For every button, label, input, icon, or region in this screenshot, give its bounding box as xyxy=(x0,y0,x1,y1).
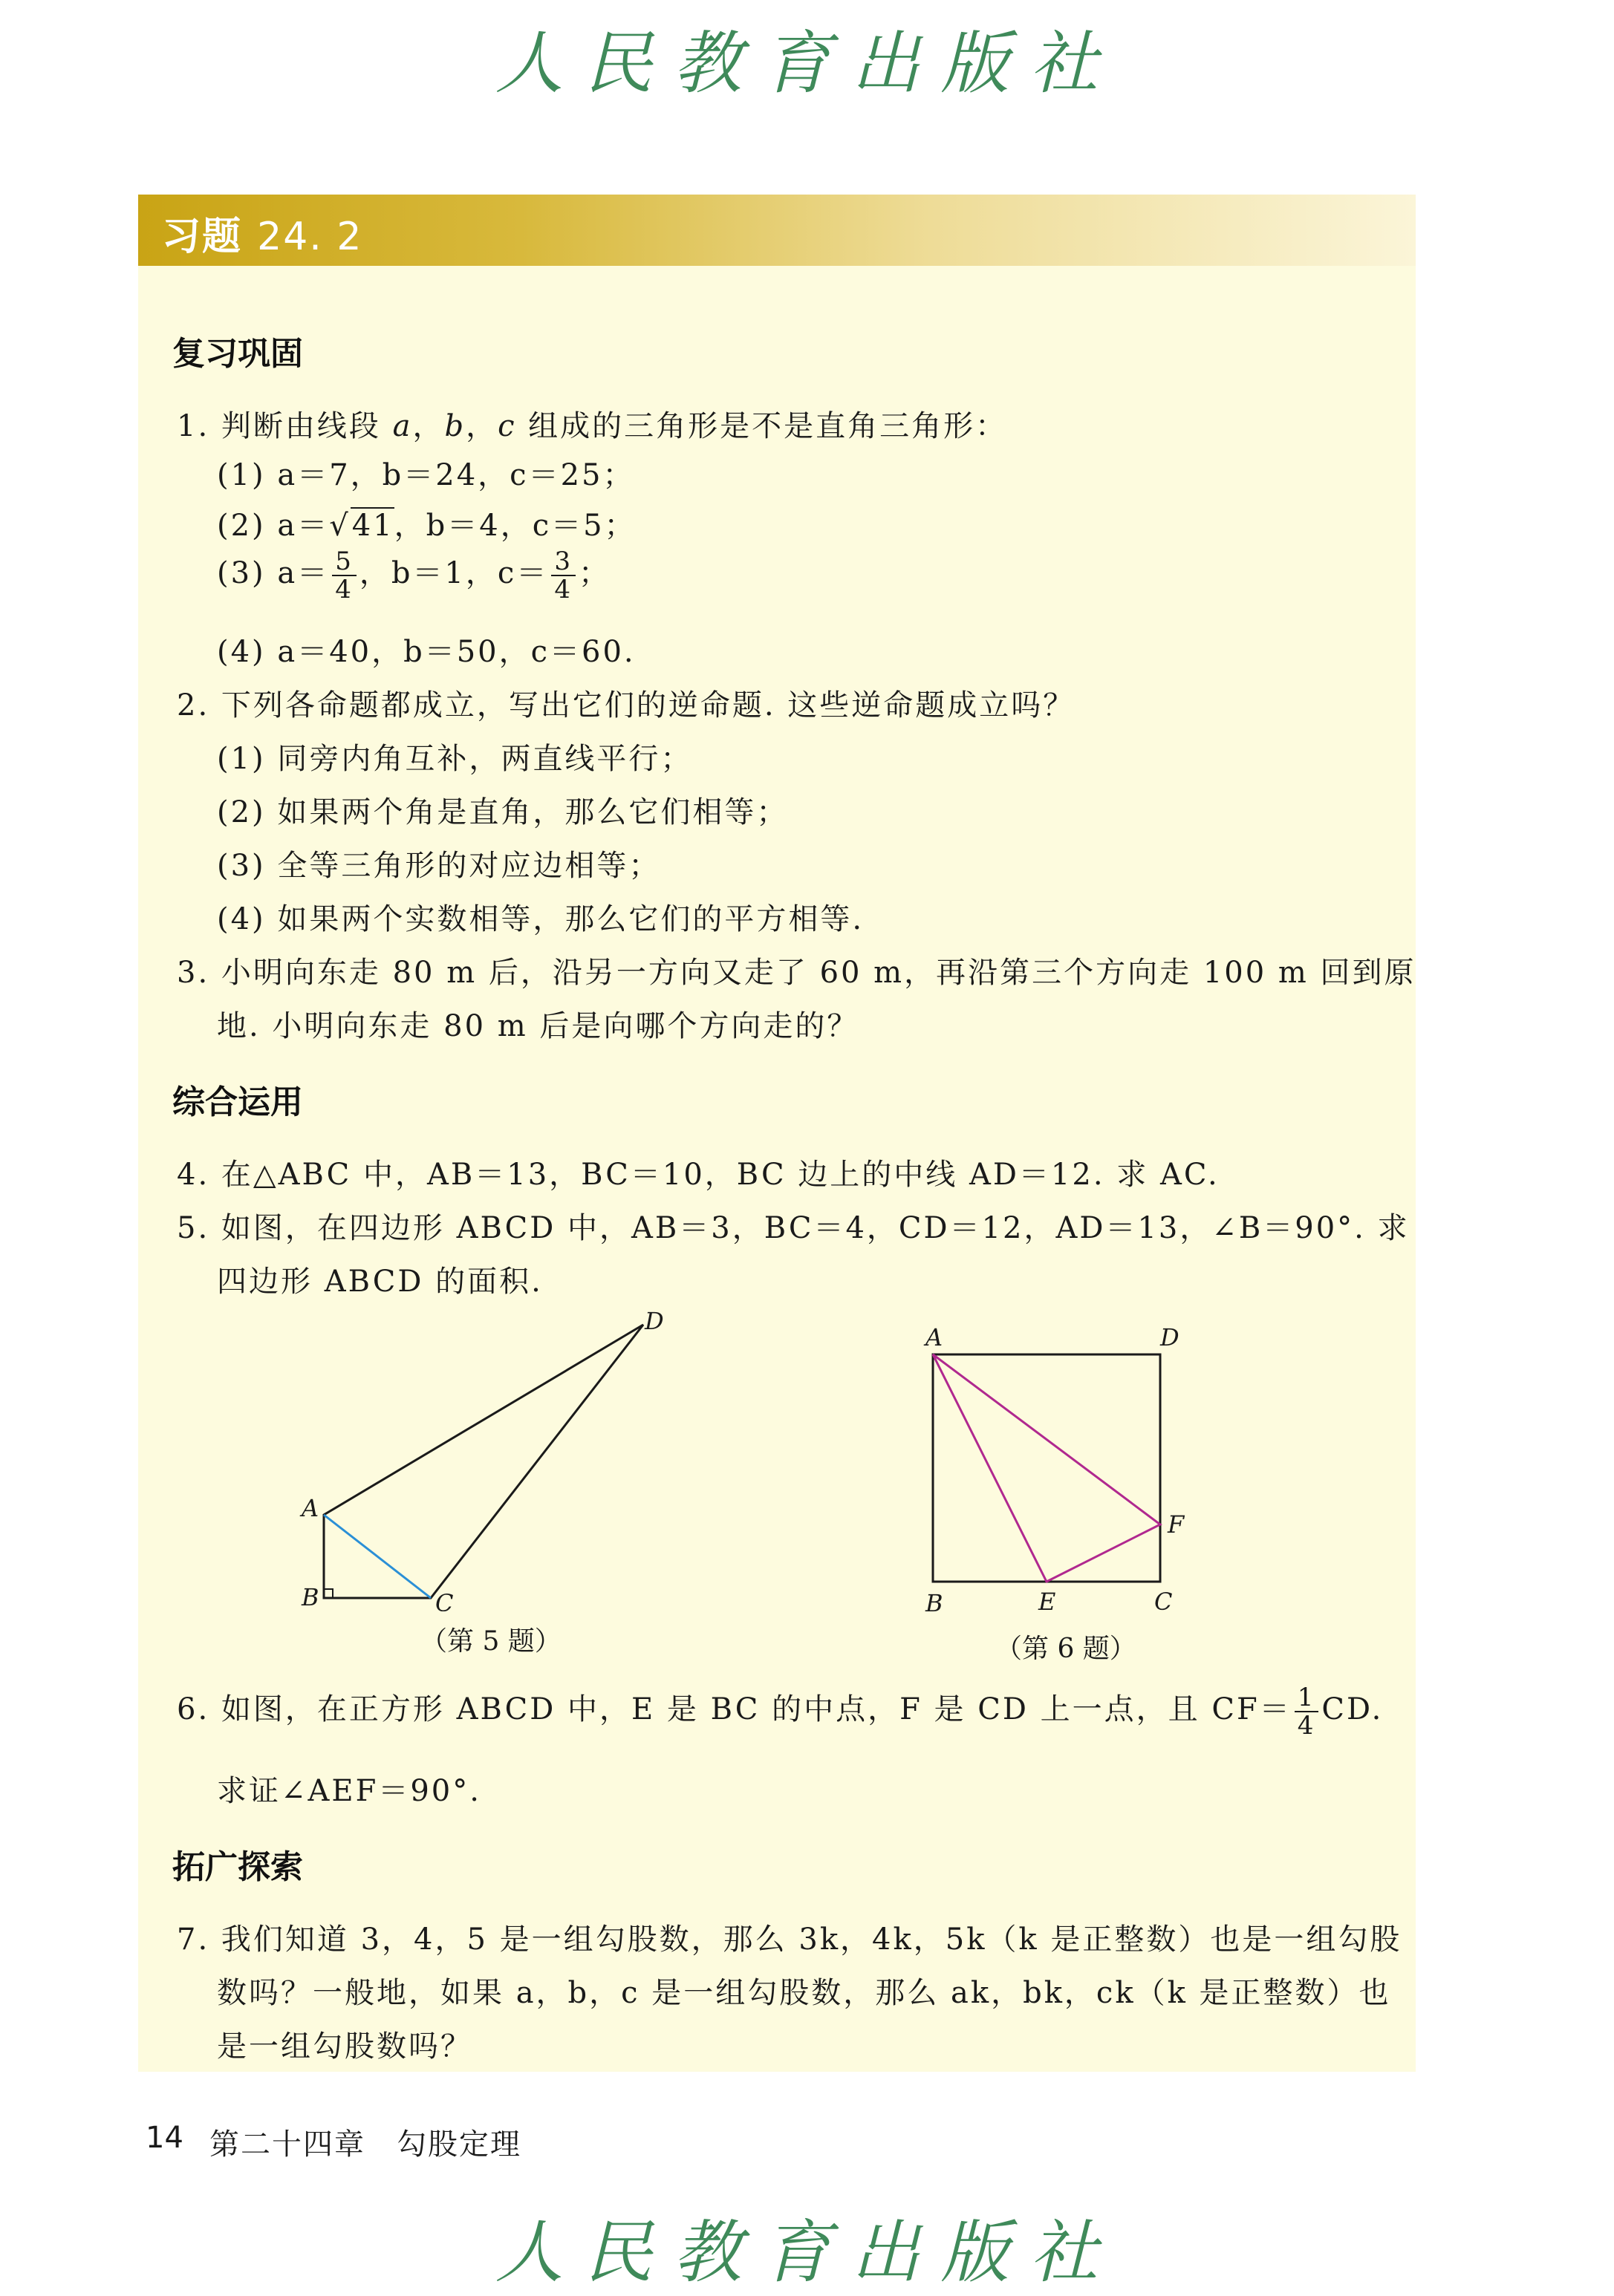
q1-part-3 xyxy=(217,548,611,603)
exercise-title-bar xyxy=(138,195,1416,266)
q2-stem: 2. 下列各命题都成立，写出它们的逆命题. 这些逆命题成立吗？ xyxy=(177,688,1076,723)
square-abcd xyxy=(933,1354,1160,1582)
right-angle-mark xyxy=(324,1589,333,1598)
section-review-heading: 复习巩固 xyxy=(172,335,303,373)
q6-line-1 xyxy=(177,1684,1383,1739)
sqrt-radicand: 41 xyxy=(351,509,394,543)
var-c: c xyxy=(498,409,517,443)
q7-line-3: 是一组勾股数吗？ xyxy=(217,2029,472,2064)
q2-part-1: (1) 同旁内角互补，两直线平行； xyxy=(217,742,693,776)
q7-line-2: 数吗？一般地，如果 a，b，c 是一组勾股数，那么 ak，bk，ck（k 是正整数）也 xyxy=(217,1976,1391,2010)
q1-part-3-text: (3) a＝ xyxy=(217,556,330,590)
sqrt-sign: √ xyxy=(329,509,351,543)
exercise-title-label: 习题 xyxy=(162,215,243,259)
q6-line-2: 求证∠AEF＝90°. xyxy=(217,1774,481,1808)
fraction-numerator: 5 xyxy=(332,548,357,576)
q1-stem-text: 组成的三角形是不是直角三角形： xyxy=(516,409,1008,443)
label-c: C xyxy=(435,1589,454,1611)
q5-line-1: 5. 如图，在四边形 ABCD 中，AB＝3，BC＝4，CD＝12，AD＝13，∠B＝90°. 求 xyxy=(177,1211,1410,1245)
fraction-denominator: 4 xyxy=(554,575,573,604)
q1-stem-text: 1. 判断由线段 xyxy=(177,409,393,443)
label-b: B xyxy=(302,1583,319,1611)
q1-part-1: (1) a＝7，b＝24，c＝25； xyxy=(217,458,635,492)
fraction-numerator: 3 xyxy=(551,548,576,576)
fraction-denominator: 4 xyxy=(1297,1711,1316,1741)
q7-line-1: 7. 我们知道 3，4，5 是一组勾股数，那么 3k，4k，5k（k 是正整数）也是一组勾股 xyxy=(177,1922,1402,1957)
fraction-denominator: 4 xyxy=(335,575,354,604)
q1-part-2-text: (2) a＝ xyxy=(217,509,330,543)
fraction-5-4 xyxy=(332,548,357,603)
var-b: b xyxy=(444,409,466,443)
label-e: E xyxy=(1038,1588,1056,1616)
fraction-numerator: 1 xyxy=(1295,1684,1319,1712)
q1-stem xyxy=(177,402,1007,445)
q1-part-3-text: ，b＝1，c＝ xyxy=(359,556,549,590)
figure-6 xyxy=(899,1314,1211,1626)
q2-part-4: (4) 如果两个实数相等，那么它们的平方相等. xyxy=(217,902,865,936)
q1-sep: ， xyxy=(466,409,498,443)
q4-line-1: 4. 在△ABC 中，AB＝13，BC＝10，BC 边上的中线 AD＝12. 求 AC. xyxy=(177,1158,1220,1192)
triangle-aef xyxy=(933,1354,1160,1582)
exercise-title xyxy=(162,205,362,261)
q1-sep: ， xyxy=(412,409,445,443)
fraction-1-4 xyxy=(1295,1684,1319,1739)
figure-6-caption: （第 6 题） xyxy=(995,1634,1136,1664)
q2-part-3: (3) 全等三角形的对应边相等； xyxy=(217,849,661,883)
figure-5 xyxy=(282,1307,698,1611)
page-number: 14 xyxy=(146,2121,183,2155)
figure-5-caption: （第 5 题） xyxy=(420,1626,562,1657)
var-a: a xyxy=(392,409,413,443)
q1-part-2-text: ，b＝4，c＝5； xyxy=(394,509,637,543)
q3-line-2: 地. 小明向东走 80 m 后是向哪个方向走的？ xyxy=(217,1009,859,1043)
fraction-3-4 xyxy=(551,548,576,603)
q1-part-2 xyxy=(217,502,637,544)
label-f: F xyxy=(1168,1510,1185,1539)
q6-line-1-text: CD. xyxy=(1321,1692,1384,1726)
label-d: D xyxy=(645,1307,664,1335)
q1-part-3-text: ； xyxy=(578,556,611,590)
publisher-watermark-bottom: 人民教育出版社 xyxy=(495,2213,1119,2292)
q2-part-2: (2) 如果两个角是直角，那么它们相等； xyxy=(217,795,789,829)
label-b: B xyxy=(925,1589,943,1617)
exercise-number: 24. 2 xyxy=(257,215,363,259)
publisher-watermark-top: 人民教育出版社 xyxy=(495,24,1119,103)
chapter-title: 第二十四章 勾股定理 xyxy=(209,2127,521,2162)
quadrilateral-abcd xyxy=(324,1325,643,1598)
q3-line-1: 3. 小明向东走 80 m 后，沿另一方向又走了 60 m，再沿第三个方向走 100 m 回到原 xyxy=(177,956,1416,990)
section-apply-heading: 综合运用 xyxy=(172,1083,303,1121)
q1-part-4: (4) a＝40，b＝50，c＝60. xyxy=(217,635,636,669)
section-explore-heading: 拓广探索 xyxy=(172,1848,303,1886)
label-c: C xyxy=(1154,1588,1173,1616)
label-a: A xyxy=(302,1494,319,1522)
label-d: D xyxy=(1160,1323,1179,1351)
q6-line-1-text: 6. 如图，在正方形 ABCD 中，E 是 BC 的中点，F 是 CD 上一点，且 CF＝ xyxy=(177,1692,1292,1726)
diagonal-ac xyxy=(324,1515,431,1598)
q5-line-2: 四边形 ABCD 的面积. xyxy=(217,1265,543,1299)
label-a: A xyxy=(925,1323,943,1351)
